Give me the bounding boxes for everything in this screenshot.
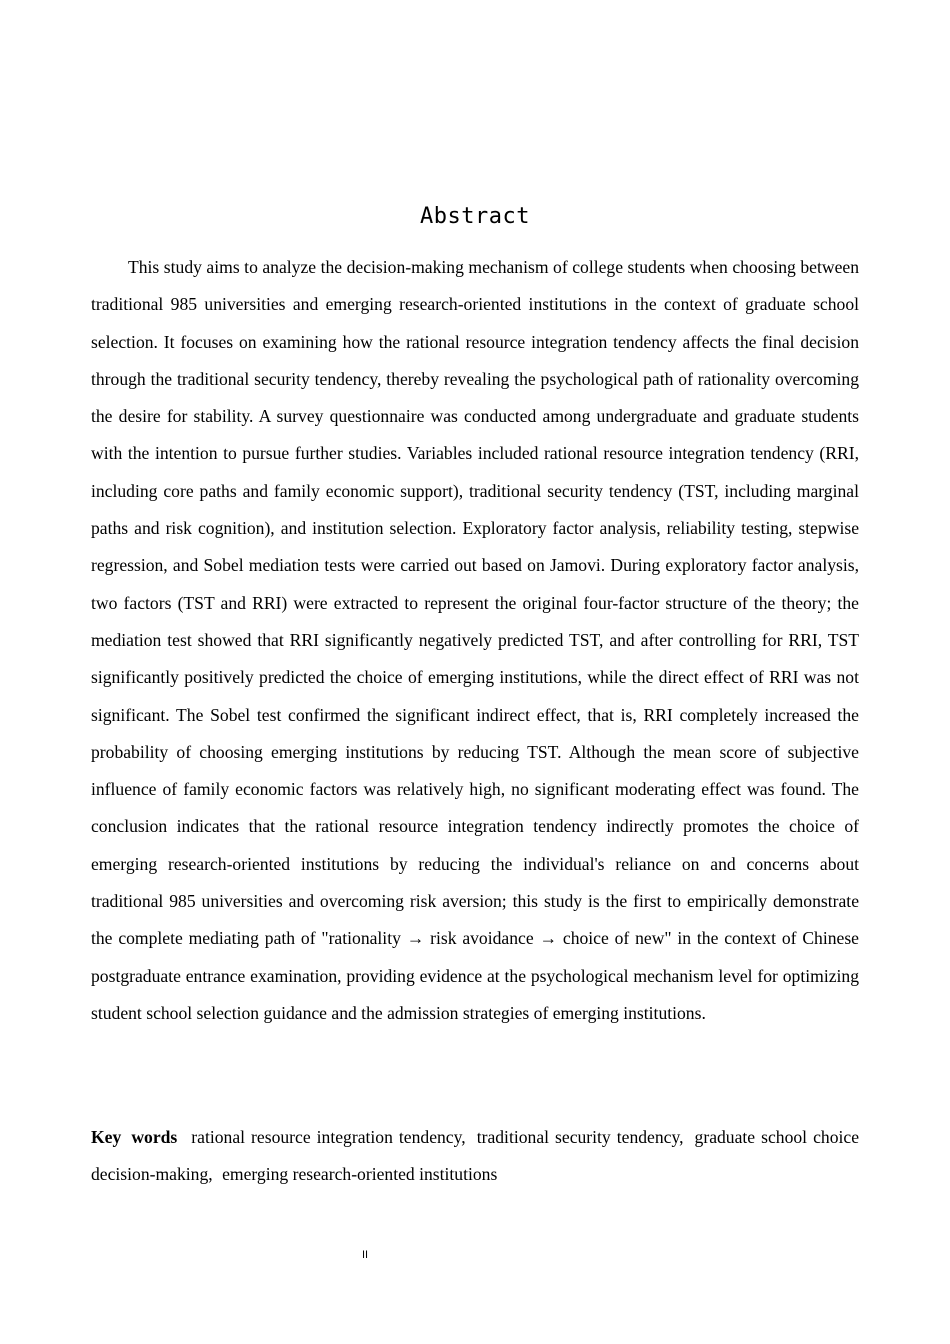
keyword-item: emerging research-oriented institutions (222, 1164, 498, 1184)
keyword-item: traditional security tendency, (476, 1127, 684, 1147)
abstract-title: Abstract (420, 204, 530, 229)
keywords-line (91, 1119, 859, 1193)
keywords-label: Key words (91, 1127, 178, 1147)
keyword-item: graduate school choice decision-making, (91, 1127, 859, 1184)
page-number: II (361, 1249, 369, 1261)
abstract-paragraph: This study aims to analyze the decision-making mechanism of college students when choosing between traditional 985 universities and emerging research-oriented institutions in the context of graduate school selection. It focuses on examining how the rational resource integration tendency affects the final decision through the traditional security tendency, thereby revealing the psychological path of rationality overcoming the desire for stability. A survey questionnaire was conducted among undergraduate and graduate students with the intention to pursue further studies. Variables included rational resource integration tendency (RRI, including core paths and family economic support), traditional security tendency (TST, including marginal paths and risk cognition), and institution selection. Exploratory factor analysis, reliability testing, stepwise regression, and Sobel mediation tests were carried out based on Jamovi. During exploratory factor analysis, two factors (TST and RRI) were extracted to represent the original four-factor structure of the theory; the mediation test showed that RRI significantly negatively predicted TST, and after controlling for RRI, TST significantly positively predicted the choice of emerging institutions, while the direct effect of RRI was not significant. The Sobel test confirmed the significant indirect effect, that is, RRI completely increased the probability of choosing emerging institutions by reducing TST. Although the mean score of subjective influence of family economic factors was relatively high, no significant moderating effect was found. The conclusion indicates that the rational resource integration tendency indirectly promotes the choice of emerging research-oriented institutions by reducing the individual's reliance on and concerns about traditional 985 universities and overcoming risk aversion; this study is the first to empirically demonstrate the complete mediating path of "rationality → risk avoidance → choice of new" in the context of Chinese postgraduate entrance examination, providing evidence at the psychological mechanism level for optimizing student school selection guidance and the admission strategies of emerging institutions. (91, 257, 859, 1023)
keyword-item: rational resource integration tendency, (191, 1127, 466, 1147)
